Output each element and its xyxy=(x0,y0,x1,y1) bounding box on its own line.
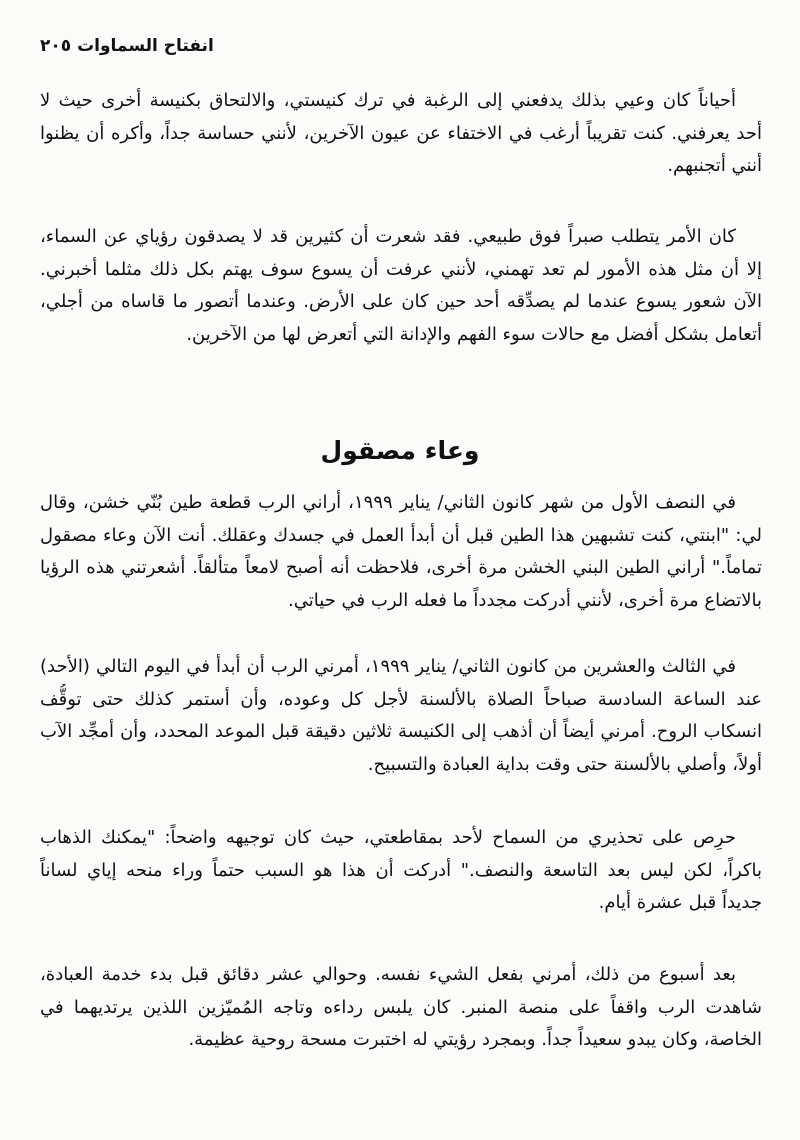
text-line: في النصف الأول من شهر كانون الثاني/ يناير ١٩٩٩، أراني الرب قطعة طين بُنّي خشن، وقال xyxy=(40,492,736,513)
text-line: أحياناً كان وعيي بذلك يدفعني إلى الرغبة في ترك كنيستي، والالتحاق بكنيسة أخرى حيث لا xyxy=(40,90,736,111)
text-line: عند الساعة السادسة صباحاً الصلاة بالألسنة لأجل كل وعوده، وأن أستمر كذلك حتى توقُّف xyxy=(40,688,762,710)
text-line: شاهدت الرب واقفاً على منصة المنبر. كان يلبس رداءه وتاجه المُميّزين اللذين يرتديهما في xyxy=(40,996,762,1018)
paragraph xyxy=(40,651,762,781)
text-line: لي: "ابنتي، كنت تشبهين هذا الطين قبل أن أبدأ العمل في جسدك وعقلك. أنت الآن وعاء مصقول xyxy=(40,524,762,546)
paragraph xyxy=(40,85,762,183)
text-line: حرِص على تحذيري من السماح لأحد بمقاطعتي، حيث كان توجيهه واضحاً: "يمكنك الذهاب xyxy=(40,827,736,848)
text-line: انسكاب الروح. أمرني أيضاً أن أذهب إلى الكنيسة ثلاثين دقيقة قبل الموعد المحدد، وأن أمجِّد الآب xyxy=(40,721,762,742)
text-line: كان الأمر يتطلب صبراً فوق طبيعي. فقد شعرت أن كثيرين قد لا يصدقون رؤياي عن السماء، xyxy=(40,226,736,247)
section-heading: وعاء مصقول xyxy=(320,436,480,465)
text-line: أتعامل بشكل أفضل مع حالات سوء الفهم والإدانة التي أتعرض لها من الآخرين. xyxy=(186,323,762,345)
text-line: أحد يعرفني. كنت تقريباً أرغب في الاختفاء عن عيون الآخرين، لأنني حساسة جداً، وأكره أن يظنوا xyxy=(40,122,762,144)
text-line: أنني أتجنبهم. xyxy=(667,155,762,176)
page-number: ٢٠٥ xyxy=(40,36,72,56)
text-line: باكراً، لكن ليس بعد التاسعة والنصف." أدركت أن هذا هو السبب حتماً وراء منحه إياي لساناً xyxy=(40,859,762,881)
text-line: الخاصة، وكان يبدو سعيداً جداً. وبمجرد رؤيتي له اختبرت مسحة روحية عظيمة. xyxy=(188,1029,762,1050)
paragraph xyxy=(40,959,762,1057)
paragraph xyxy=(40,822,762,920)
header-title: انفتاح السماوات xyxy=(77,36,214,56)
text-line: أولاً، وأصلي بالألسنة حتى وقت بداية العبادة والتسبيح. xyxy=(367,753,762,775)
text-line: بالاتضاع مرة أخرى، لأنني أدركت مجدداً ما فعله الرب في حياتي. xyxy=(288,589,762,611)
text-line: جديداً قبل عشرة أيام. xyxy=(598,892,762,913)
text-line: تماماً." أراني الطين البني الخشن مرة أخرى، فلاحظت أنه أصبح لامعاً متألقاً. أشعرتني هذه الرؤيا xyxy=(40,557,762,578)
paragraph xyxy=(40,221,762,351)
text-line: الآن شعور يسوع عندما لم يصدِّقه أحد حين كان على الأرض. وعندما أتصور ما قاساه من أجلي، xyxy=(40,291,762,312)
running-header xyxy=(40,36,214,56)
text-line: إلا أن مثل هذه الأمور لم تعد تهمني، لأنني عرفت أن يسوع سوف يهتم بكل ذلك مثلما أخبرني. xyxy=(40,258,762,280)
paragraph xyxy=(40,487,762,617)
text-line: بعد أسبوع من ذلك، أمرني بفعل الشيء نفسه. وحوالي عشر دقائق قبل بدء خدمة العبادة، xyxy=(40,964,736,985)
text-line: في الثالث والعشرين من كانون الثاني/ يناير ١٩٩٩، أمرني الرب أن أبدأ في اليوم التالي (الأحد) xyxy=(40,656,736,677)
